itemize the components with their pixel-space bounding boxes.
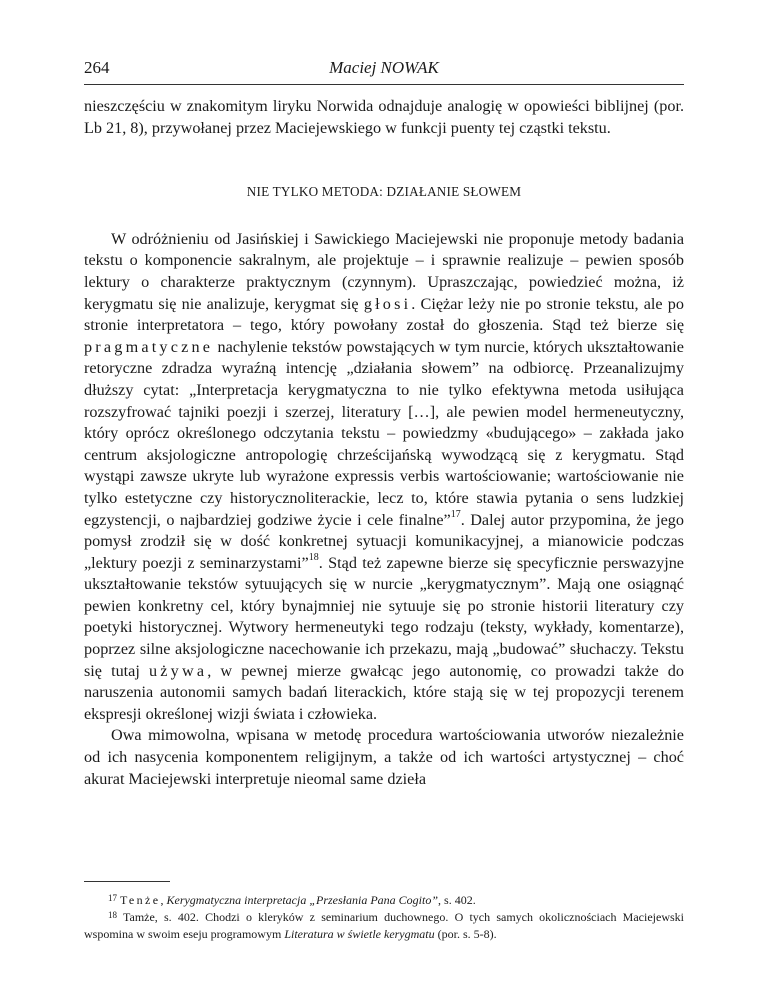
footnote-text: , s. 402. [438, 893, 476, 907]
text-run: nachylenie tekstów powstających w tym nurcie, których ukształtowanie retoryczne zdradza wyraźną intencję „działania słowem” na odbiorcę. Przeanalizujmy dłuższy cytat: „Interpretacja kerygmatyczna to nie tylko efektywna metoda usiłująca rozszyfrować tajniki poezji i szerzej, literatury […], ale pewien model hermeneutyczny, który oprócz określonego odczytania tekstu – powiedzmy «budującego» – zakłada jako centrum aksjologiczne antropologię chrześcijańską wywodzącą się z kerygmatu. Stąd wystąpi zawsze ukryte lub wyrażone expressis verbis wartościowanie; wartościowanie nie tylko estetyczne czy historycznoliterackie, lecz to, które stawia pytania o sens ludzkiej egzystencji, o najbardziej godziwe życie i cele finalne” [84, 337, 684, 529]
text-run: W odróżnieniu od Jasińskiej i Sawickiego Maciejewski nie proponuje metody badania tekstu o komponencie sakralnym, ale projektuje – i sprawnie realizuje – pewien sposób lektury o charakterze praktycznym (czynnym). Upraszczając, powiedzieć można, iż kerygmatu się nie analizuje, kerygmat się [84, 229, 684, 313]
footnote-text: , [160, 893, 167, 907]
spacer [84, 139, 684, 181]
text-run: . Ciężar leży nie po stronie tekstu, ale po stronie interpretatora – tego, który powołany został do głoszenia. Stąd też bierze się [84, 294, 684, 335]
section-heading: NIE TYLKO METODA: DZIAŁANIE SŁOWEM [246, 184, 522, 200]
paragraph-continuation: nieszczęściu w znakomitym liryku Norwida odnajduje analogię w opowieści biblijnej (por. Lb 21, 8), przywołanej przez Maciejewskiego w funkcji puenty tej cząstki tekstu. [84, 97, 684, 137]
spaced-emphasis: pragmatyczne [84, 337, 214, 356]
footnote-ref-18[interactable]: 18 [308, 552, 319, 564]
header-rule [84, 84, 684, 85]
footnote-text: (por. s. 5-8). [434, 927, 497, 942]
paragraph-1 [84, 229, 684, 726]
page-header [84, 58, 684, 86]
footnote-18 [84, 909, 684, 942]
footnote-author: Tenże [120, 893, 161, 907]
footnote-title: Kerygmatyczna interpretacja „Przesłania Pana Cogito” [166, 893, 439, 907]
page-number: 264 [84, 58, 110, 77]
text-run: , w pewnej mierze gwałcąc jego autonomię, co prowadzi także do naruszenia autonomii samych badań literackich, które stają się w tej propozycji terenem ekspresji określonej wizji świata i człowieka. [84, 661, 684, 723]
footnote-text: Tamże, s. 402. Chodzi o kleryków z seminarium duchownego. O tych samych okolicznościach Maciejewski wspomina w swoim eseju programowym [84, 910, 684, 942]
spaced-emphasis: głosi [363, 294, 412, 313]
footnote-number: 18 [108, 910, 117, 921]
footnote-number: 17 [108, 893, 117, 903]
footnotes [84, 892, 684, 943]
running-head: Maciej NOWAK [329, 58, 439, 77]
footnote-rule [84, 881, 170, 882]
footnote-title: Literatura w świetle kerygmatu [284, 927, 435, 942]
text-run: . Stąd też zapewne bierze się specyficznie perswazyjne ukształtowanie tekstów sytuujących się w nurcie „kerygmatycznym”. Mają one osiągnąć pewien konkretny cel, który bynajmniej nie sytuuje się po stronie historii literatury czy poetyki historycznej. Wytwory hermeneutyki tego rodzaju (teksty, wykłady, komentarze), poprzez silne aksjologiczne nacechowanie ich przekazu, mają „budować” słuchaczy. Tekstu się tutaj [84, 553, 684, 680]
footnote-ref-17[interactable]: 17 [450, 509, 461, 521]
main-text [84, 96, 684, 790]
paragraph-2: Owa mimowolna, wpisana w metodę procedura wartościowania utworów niezależnie od ich nasycenia komponentem religijnym, a także od ich wartości artystycznej – choć akurat Maciejewski interpretuje nieomal same dzieła [84, 726, 684, 788]
spacer [84, 203, 684, 229]
text-run: . Dalej autor przypomina, że jego pomysł zrodził się w dość konkretnej sytuacji komunikacyjnej, a mianowicie podczas „lektury poezji z seminarzystami” [84, 510, 684, 572]
footnote-17 [84, 892, 684, 909]
spaced-emphasis: używa [148, 661, 208, 680]
